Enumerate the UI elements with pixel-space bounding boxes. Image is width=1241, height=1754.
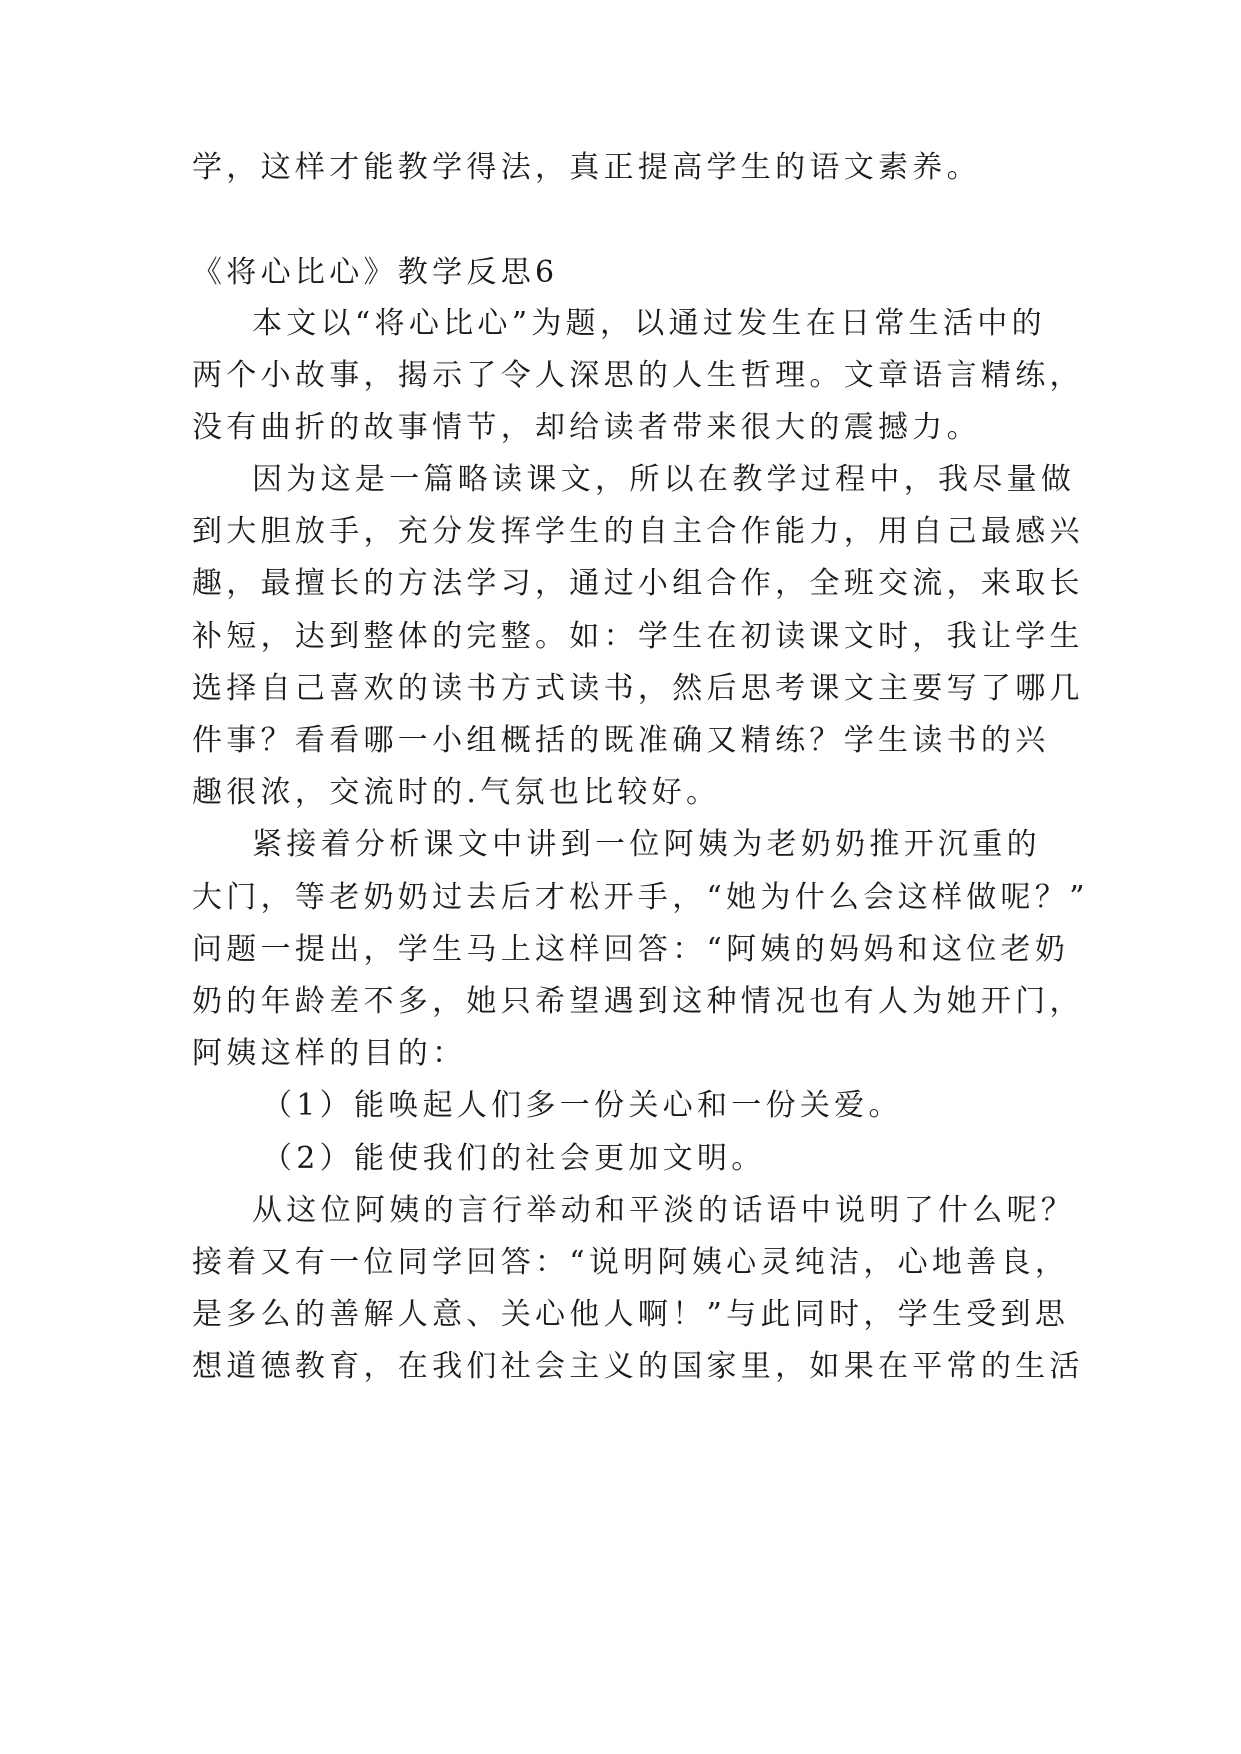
paragraph-1-line-1: 本文以“将心比心”为题，以通过发生在日常生活中的 [252,306,1046,341]
paragraph-3-line-2: 大门，等老奶奶过去后才松开手，“她为什么会这样做呢？” [192,880,1089,915]
list-item-2: （2）能使我们的社会更加文明。 [262,1141,766,1176]
list-item-1: （1）能唤起人们多一份关心和一份关爱。 [262,1088,903,1123]
paragraph-2-line-3: 趣，最擅长的方法学习，通过小组合作，全班交流，来取长 [192,566,1084,601]
paragraph-3-line-4: 奶的年龄差不多，她只希望遇到这种情况也有人为她开门， [192,984,1084,1019]
paragraph-1-line-2: 两个小故事，揭示了令人深思的人生哲理。文章语言精练， [192,358,1084,393]
paragraph-2-line-6: 件事？看看哪一小组概括的既准确又精练？学生读书的兴 [192,723,1050,758]
section-title: 《将心比心》教学反思6 [192,255,559,290]
paragraph-4-line-1: 从这位阿姨的言行举动和平淡的话语中说明了什么呢？ [252,1193,1076,1228]
paragraph-3-line-1: 紧接着分析课文中讲到一位阿姨为老奶奶推开沉重的 [252,827,1041,862]
paragraph-2-line-1: 因为这是一篇略读课文，所以在教学过程中，我尽量做 [252,462,1076,497]
paragraph-2-line-5: 选择自己喜欢的读书方式读书，然后思考课文主要写了哪几 [192,671,1084,706]
paragraph-3-line-5: 阿姨这样的目的： [192,1036,467,1071]
paragraph-4-line-4: 想道德教育，在我们社会主义的国家里，如果在平常的生活 [192,1349,1084,1384]
paragraph-1-line-3: 没有曲折的故事情节，却给读者带来很大的震撼力。 [192,410,981,445]
paragraph-3-line-3: 问题一提出，学生马上这样回答：“阿姨的妈妈和这位老奶 [192,932,1070,967]
continuation-line: 学，这样才能教学得法，真正提高学生的语文素养。 [192,150,981,185]
paragraph-2-line-7: 趣很浓，交流时的.气氛也比较好。 [192,775,721,810]
paragraph-2-line-2: 到大胆放手，充分发挥学生的自主合作能力，用自己最感兴 [192,514,1084,549]
paragraph-4-line-2: 接着又有一位同学回答：“说明阿姨心灵纯洁，心地善良， [192,1245,1070,1280]
paragraph-4-line-3: 是多么的善解人意、关心他人啊！”与此同时，学生受到思 [192,1297,1070,1332]
paragraph-2-line-4: 补短，达到整体的完整。如：学生在初读课文时，我让学生 [192,619,1084,654]
